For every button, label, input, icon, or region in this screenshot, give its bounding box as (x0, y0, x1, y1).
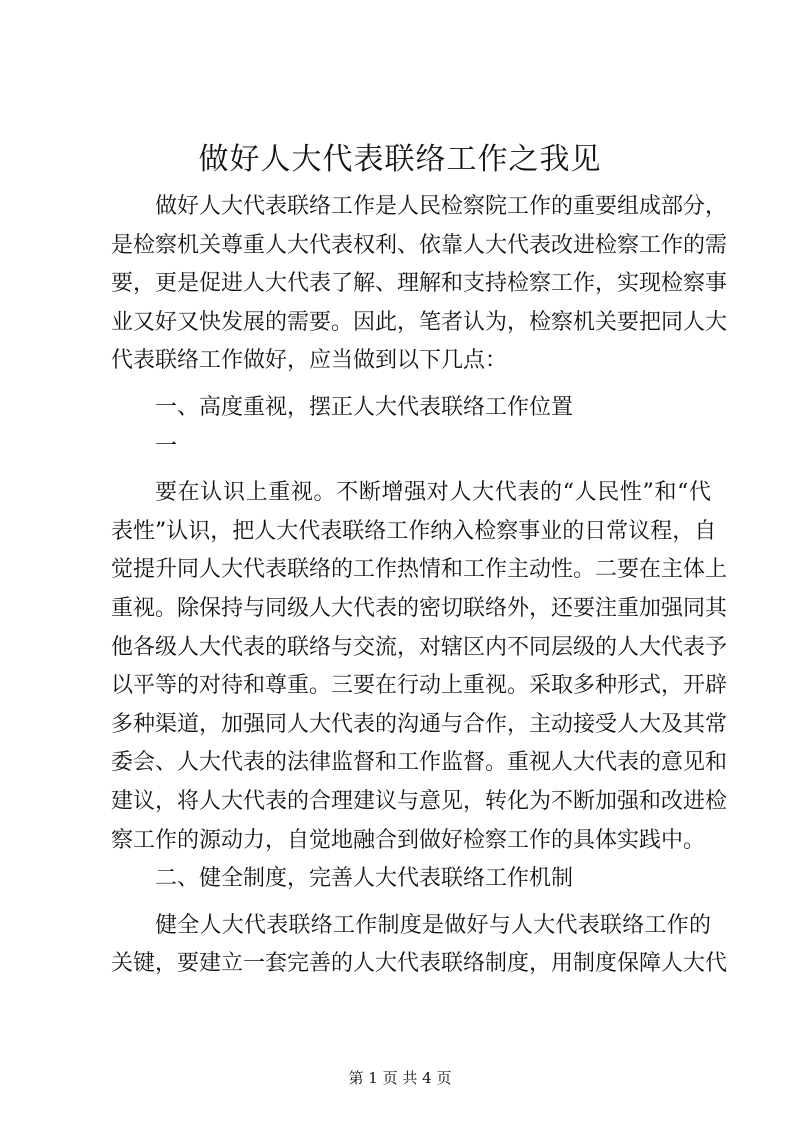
text-line: 表性”认识，把人大代表联络工作纳入检察事业的日常议程，自 (111, 518, 717, 544)
text-line: 健全人大代表联络工作制度是做好与人大代表联络工作的 (155, 912, 711, 938)
text-line: 委会、人大代表的法律监督和工作监督。重视人大代表的意见和 (111, 750, 728, 776)
text-line: 关键，要建立一套完善的人大代表联络制度，用制度保障人大代 (111, 951, 728, 977)
text-line: 做好人大代表联络工作是人民检察院工作的重要组成部分， (155, 194, 728, 219)
text-line: 以平等的对待和尊重。三要在行动上重视。采取多种形式，开辟 (111, 673, 728, 699)
text-line: 觉提升同人大代表联络的工作热情和工作主动性。二要在主体上 (111, 557, 728, 583)
text-line: 察工作的源动力，自觉地融合到做好检察工作的具体实践中。 (111, 827, 706, 853)
text-line: 一 (155, 433, 178, 459)
text-line: 他各级人大代表的联络与交流，对辖区内不同层级的人大代表予 (111, 634, 728, 660)
text-line: 要，更是促进人大代表了解、理解和支持检察工作，实现检察事 (111, 271, 728, 297)
document-body (111, 188, 728, 984)
text-line: 代表联络工作做好，应当做到以下几点： (111, 348, 508, 374)
text-line: 多种渠道，加强同人大代表的沟通与合作，主动接受人大及其常 (111, 711, 728, 737)
text-line: 一、高度重视，摆正人大代表联络工作位置 (155, 394, 574, 420)
page-footer: 第 1 页 共 4 页 (348, 1069, 452, 1087)
document-title: 做好人大代表联络工作之我见 (198, 142, 602, 177)
text-line: 业又好又快发展的需要。因此，笔者认为，检察机关要把同人大 (111, 309, 728, 335)
text-line: 建议，将人大代表的合理建议与意见，转化为不断加强和改进检 (111, 788, 728, 814)
text-line: 重视。除保持与同级人大代表的密切联络外，还要注重加强同其 (111, 595, 728, 621)
text-line: 是检察机关尊重人大代表权利、依靠人大代表改进检察工作的需 (111, 232, 728, 258)
text-line: 要在认识上重视。不断增强对人大代表的“人民性”和“代 (155, 480, 711, 506)
text-line: 二、健全制度，完善人大代表联络工作机制 (155, 866, 574, 892)
